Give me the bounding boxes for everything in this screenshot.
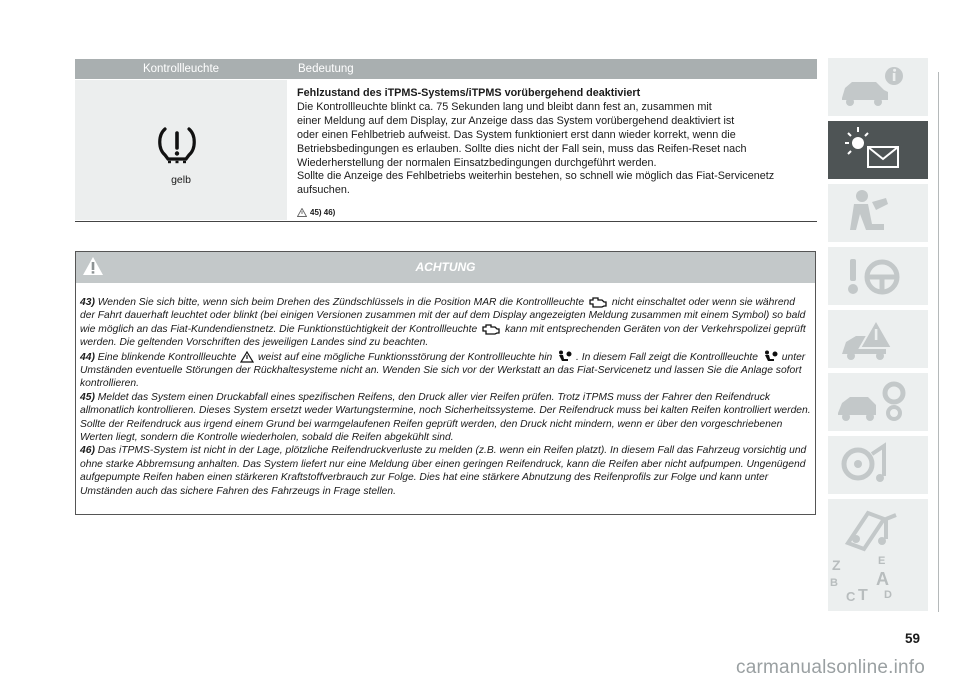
warning-title: ACHTUNG [415, 260, 476, 274]
multimedia-icon [828, 499, 928, 557]
lamp-color-label: gelb [171, 174, 191, 186]
index-letter: B [830, 577, 838, 589]
warning-text-span: unter Umständen eventuelle Störungen der Rückhaltesysteme nicht an. Wenden Sie sich vor der Werkstatt an das Fiat-Servicenetz und lassen Sie die Anlage sofort kontrollieren. [80, 351, 806, 390]
meaning-line: Betriebsbedingungen es erlauben. Sollte dies nicht der Fall sein, muss das Reifen-Reset nach [297, 142, 747, 155]
warning-text-span: Meldet das System einen Druckabfall eines spezifischen Reifens, den Druck aller vier Reifen prüfen. Trotz iTPMS muss der Fahrer den Reifendruck allmonatlich kontrollieren. Dieses System ersetzt weder Wartungstermine, noch Sicherheitssysteme. Der Reifendruck muss bei kalten Reifen kontrolliert werden. Sollte der Reifendruck aus irgend einem Grund bei warmgelaufenen Reifen geprüft werden, den Druck nicht mindern, wenn er über den vorgeschriebenen Werten liegt, sondern die Kontrolle wiederholen, sobald die Reifen abgekühlt sind. [80, 391, 811, 444]
warning-text-span: . In diesem Fall zeigt die Kontrollleuchte [576, 351, 759, 363]
sidebar-tab-driving[interactable] [828, 247, 928, 305]
sidebar-divider [938, 72, 939, 612]
meaning-line: oder einen Fehlbetrieb aufweist. Das System funktioniert erst dann wieder korrekt, wenn die [297, 128, 736, 141]
table-bottom-line [75, 221, 817, 222]
seatbelt-icon [828, 184, 928, 242]
footnote-refs-text: 45) 46) [310, 208, 336, 217]
index-letter: C [846, 589, 856, 604]
meaning-line: Wiederherstellung der normalen Einsatzbedingungen durchgeführt werden. [297, 156, 657, 169]
warning-number: 46) [80, 445, 95, 457]
sidebar-tab-warning-lights[interactable] [828, 121, 928, 179]
warning-text-span: Das iTPMS-System ist nicht in der Lage, plötzliche Reifendruckverluste zu melden (z.B. wenn ein Reifen platzt). In diesem Fall das Fahrzeug vorsichtig und ohne starke Abbremsung anhalten. Das System liefert nur eine Meldung über einen geringen Reifendruck, kann die Reifen aber nicht aufpumpen. Ungenügend aufgepumpte Reifen haben einen stärkeren Kraftstoffverbrauch zur Folge. Dies hat eine stärkere Abnutzung des Reifenprofils zur Folge und kann unter Umständen auch das sichere Fahren des Fahrzeugs in Frage stellen. [80, 445, 807, 497]
header-kontrollleuchte: Kontrollleuchte [142, 63, 220, 75]
warning-item-45 [80, 391, 812, 445]
tire-pressure-warning-icon [154, 121, 200, 167]
header-bedeutung: Bedeutung [298, 63, 354, 75]
warning-item-43 [80, 296, 812, 350]
warning-text-span: nicht einschaltet oder wenn sie während der Fahrt dauerhaft leuchtet oder blinkt (bei einigen Versionen zusammen mit der auf dem Display angezeigten Meldung zusammen mit einem Symbol) so bald wie möglich an das Fiat-Kundendienstnetz. Die Funktionstüchtigkeit der Kontrollleuchte [80, 297, 806, 335]
sidebar-tab-technical-data[interactable] [828, 436, 928, 494]
footnote-refs [297, 208, 335, 217]
sidebar-tab-multimedia[interactable] [828, 499, 928, 557]
meaning-line: aufsuchen. [297, 184, 350, 197]
airbag-icon [762, 350, 778, 363]
index-letter: Z [832, 557, 841, 573]
warning-number: 45) [80, 391, 95, 403]
warning-text-span: Eine blinkende Kontrollleuchte [97, 351, 237, 363]
sidebar-tab-index[interactable] [828, 553, 928, 611]
engine-icon [588, 296, 608, 308]
car-info-icon [828, 58, 928, 116]
table-header [75, 59, 817, 79]
meaning-line: Die Kontrollleuchte blinkt ca. 75 Sekunden lang und bleibt dann fest an, zusammen mit [297, 100, 712, 113]
index-letter: T [858, 587, 868, 604]
index-letter: D [884, 589, 892, 601]
meaning-line: Sollte die Anzeige des Fehlbetriebs weiterhin bestehen, so schnell wie möglich das Fiat-Servicenetz [297, 170, 775, 183]
sidebar-tab-maintenance[interactable] [828, 373, 928, 431]
meaning-line: einer Meldung auf dem Display, zur Anzeige dass das System vorübergehend deaktiviert ist [297, 114, 735, 127]
emergency-car-icon [828, 310, 928, 368]
airbag-icon [556, 350, 572, 363]
steering-wheel-key-icon [828, 247, 928, 305]
meaning-cell [297, 87, 817, 198]
technical-data-icon [828, 436, 928, 494]
warning-text-span: kann mit entsprechenden Geräten von der Verkehrspolizei geprüft werden. Die geltenden Vorschriften des jeweiligen Landes sind zu beachten. [80, 323, 806, 349]
page-number: 59 [905, 631, 921, 646]
engine-icon [481, 323, 501, 335]
warning-triangle-icon [297, 208, 307, 217]
warning-text [80, 296, 812, 498]
index-letter: A [876, 569, 889, 589]
sidebar-tab-dashboard[interactable] [828, 58, 928, 116]
meaning-title: Fehlzustand des iTPMS-Systems/iTPMS vorübergehend deaktiviert [297, 87, 641, 99]
car-maintenance-icon [828, 373, 928, 431]
warning-text-span: weist auf eine mögliche Funktionsstörung der Kontrollleuchte hin [258, 351, 553, 363]
warning-item-46 [80, 444, 812, 498]
sidebar-tab-safety[interactable] [828, 184, 928, 242]
warning-number: 44) [80, 351, 95, 363]
sidebar-tab-emergency[interactable] [828, 310, 928, 368]
warning-item-44 [80, 350, 812, 391]
watermark: carmanualsonline.info [736, 657, 926, 678]
index-letter: E [878, 555, 886, 567]
warning-triangle-icon [240, 351, 254, 363]
warning-number: 43) [80, 297, 95, 308]
warning-light-envelope-icon [828, 121, 928, 179]
warning-text-span: Wenden Sie sich bitte, wenn sich beim Drehen des Zündschlüssels in die Position MAR die Kontrollleuchte [97, 297, 585, 308]
